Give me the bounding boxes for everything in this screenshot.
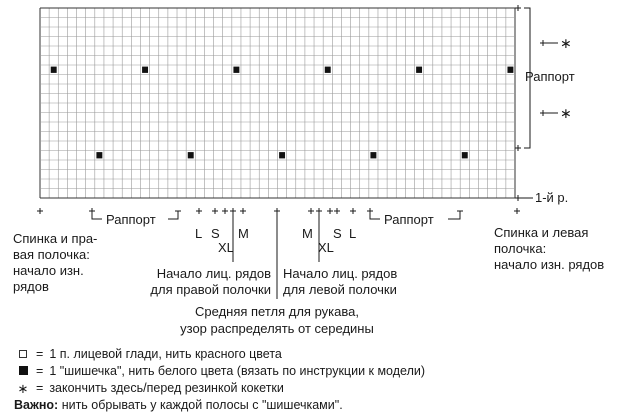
legend-row-note	[14, 397, 425, 414]
start-right-front-line-2: для правой полочки	[150, 282, 271, 297]
legend-star-text: закончить здесь/перед резинкой кокетки	[49, 381, 284, 395]
right-block-text	[494, 225, 604, 272]
tick-M-left	[240, 208, 246, 214]
raport-label-bottom-right: Раппорт	[384, 212, 434, 227]
star-bracket-bottom	[540, 110, 558, 116]
chart-grid	[40, 8, 515, 198]
raport-left-end	[168, 211, 181, 219]
bobble-square	[142, 67, 148, 73]
first-row-label: 1-й р.	[535, 190, 569, 205]
size-XL-left: XL	[218, 240, 234, 255]
start-left-front-text	[283, 266, 397, 297]
raport-right-start	[367, 208, 380, 219]
size-XL-right: XL	[318, 240, 334, 255]
tick-right-start	[514, 208, 520, 214]
legend-empty-text: 1 п. лицевой глади, нить красного цвета	[49, 347, 282, 361]
start-left-front-line-2: для левой полочки	[283, 282, 397, 297]
bobble-square	[462, 152, 468, 158]
bobble-square	[325, 67, 331, 73]
tick-XL-right	[327, 208, 333, 214]
legend-row-filled	[14, 363, 425, 380]
legend-filled-text: 1 "шишечка", нить белого цвета (вязать по инструкции к модели)	[49, 364, 426, 378]
legend-eq: =	[36, 347, 44, 361]
sleeve-middle-line-1: Средняя петля для рукава,	[195, 304, 359, 319]
tick-rapport-end	[515, 145, 521, 151]
tick-L-left	[196, 208, 202, 214]
left-block-line-1: Спинка и пра-	[13, 231, 98, 246]
tick-L-right	[350, 208, 356, 214]
start-right-front-line-1: Начало лиц. рядов	[156, 266, 271, 281]
size-S-right: S	[333, 226, 342, 241]
raport-label-bottom-left: Раппорт	[106, 212, 156, 227]
star-mark-bottom: ∗	[560, 105, 572, 121]
right-brackets	[515, 5, 558, 201]
sleeve-middle-text	[180, 304, 374, 336]
right-block-line-2: полочка:	[494, 241, 547, 256]
tick-M-right	[308, 208, 314, 214]
size-L-right: L	[349, 226, 357, 241]
size-S-left: S	[211, 226, 220, 241]
raport-label-right: Раппорт	[525, 69, 575, 84]
tick-S-right	[334, 208, 340, 214]
legend	[14, 346, 425, 414]
legend-eq: =	[36, 364, 44, 378]
raport-left-start	[89, 208, 102, 219]
sleeve-middle-line-2: узор распределять от середины	[180, 321, 374, 336]
bobble-square	[416, 67, 422, 73]
filled-square-icon	[14, 363, 32, 380]
tick-XL-left	[222, 208, 228, 214]
start-right-front-text	[150, 266, 271, 297]
bobble-square	[507, 67, 513, 73]
bobble-square	[51, 67, 57, 73]
star-bracket-top	[540, 40, 558, 46]
star-mark-top: ∗	[560, 35, 572, 51]
bobble-square	[188, 152, 194, 158]
tick-top	[515, 5, 521, 11]
star-icon: ∗	[17, 381, 29, 396]
legend-note-text: нить обрывать у каждой полосы с "шишечками".	[61, 398, 343, 412]
legend-note-bold: Важно:	[14, 398, 59, 412]
size-M-right: M	[302, 226, 313, 241]
raport-right-end	[448, 211, 463, 219]
left-block-line-2: вая полочка:	[13, 247, 90, 262]
size-M-left: M	[238, 226, 249, 241]
right-block-line-3: начало изн. рядов	[494, 257, 605, 272]
empty-square-icon	[14, 346, 32, 363]
right-block-line-1: Спинка и левая	[494, 225, 589, 240]
legend-row-star	[14, 380, 425, 397]
left-block-line-4: рядов	[13, 279, 49, 294]
tick-S-left	[212, 208, 218, 214]
size-L-left: L	[195, 226, 203, 241]
bobble-square	[279, 152, 285, 158]
tick-left-start	[37, 208, 43, 214]
bobble-square	[96, 152, 102, 158]
legend-row-empty	[14, 346, 425, 363]
bobble-square	[370, 152, 376, 158]
start-left-front-line-1: Начало лиц. рядов	[283, 266, 398, 281]
legend-eq: =	[36, 381, 44, 395]
left-block-line-3: начало изн.	[13, 263, 84, 278]
tick-sleeve-middle	[274, 208, 280, 299]
left-block-text	[13, 231, 97, 294]
bobble-square	[233, 67, 239, 73]
tick-first-row	[515, 195, 533, 201]
